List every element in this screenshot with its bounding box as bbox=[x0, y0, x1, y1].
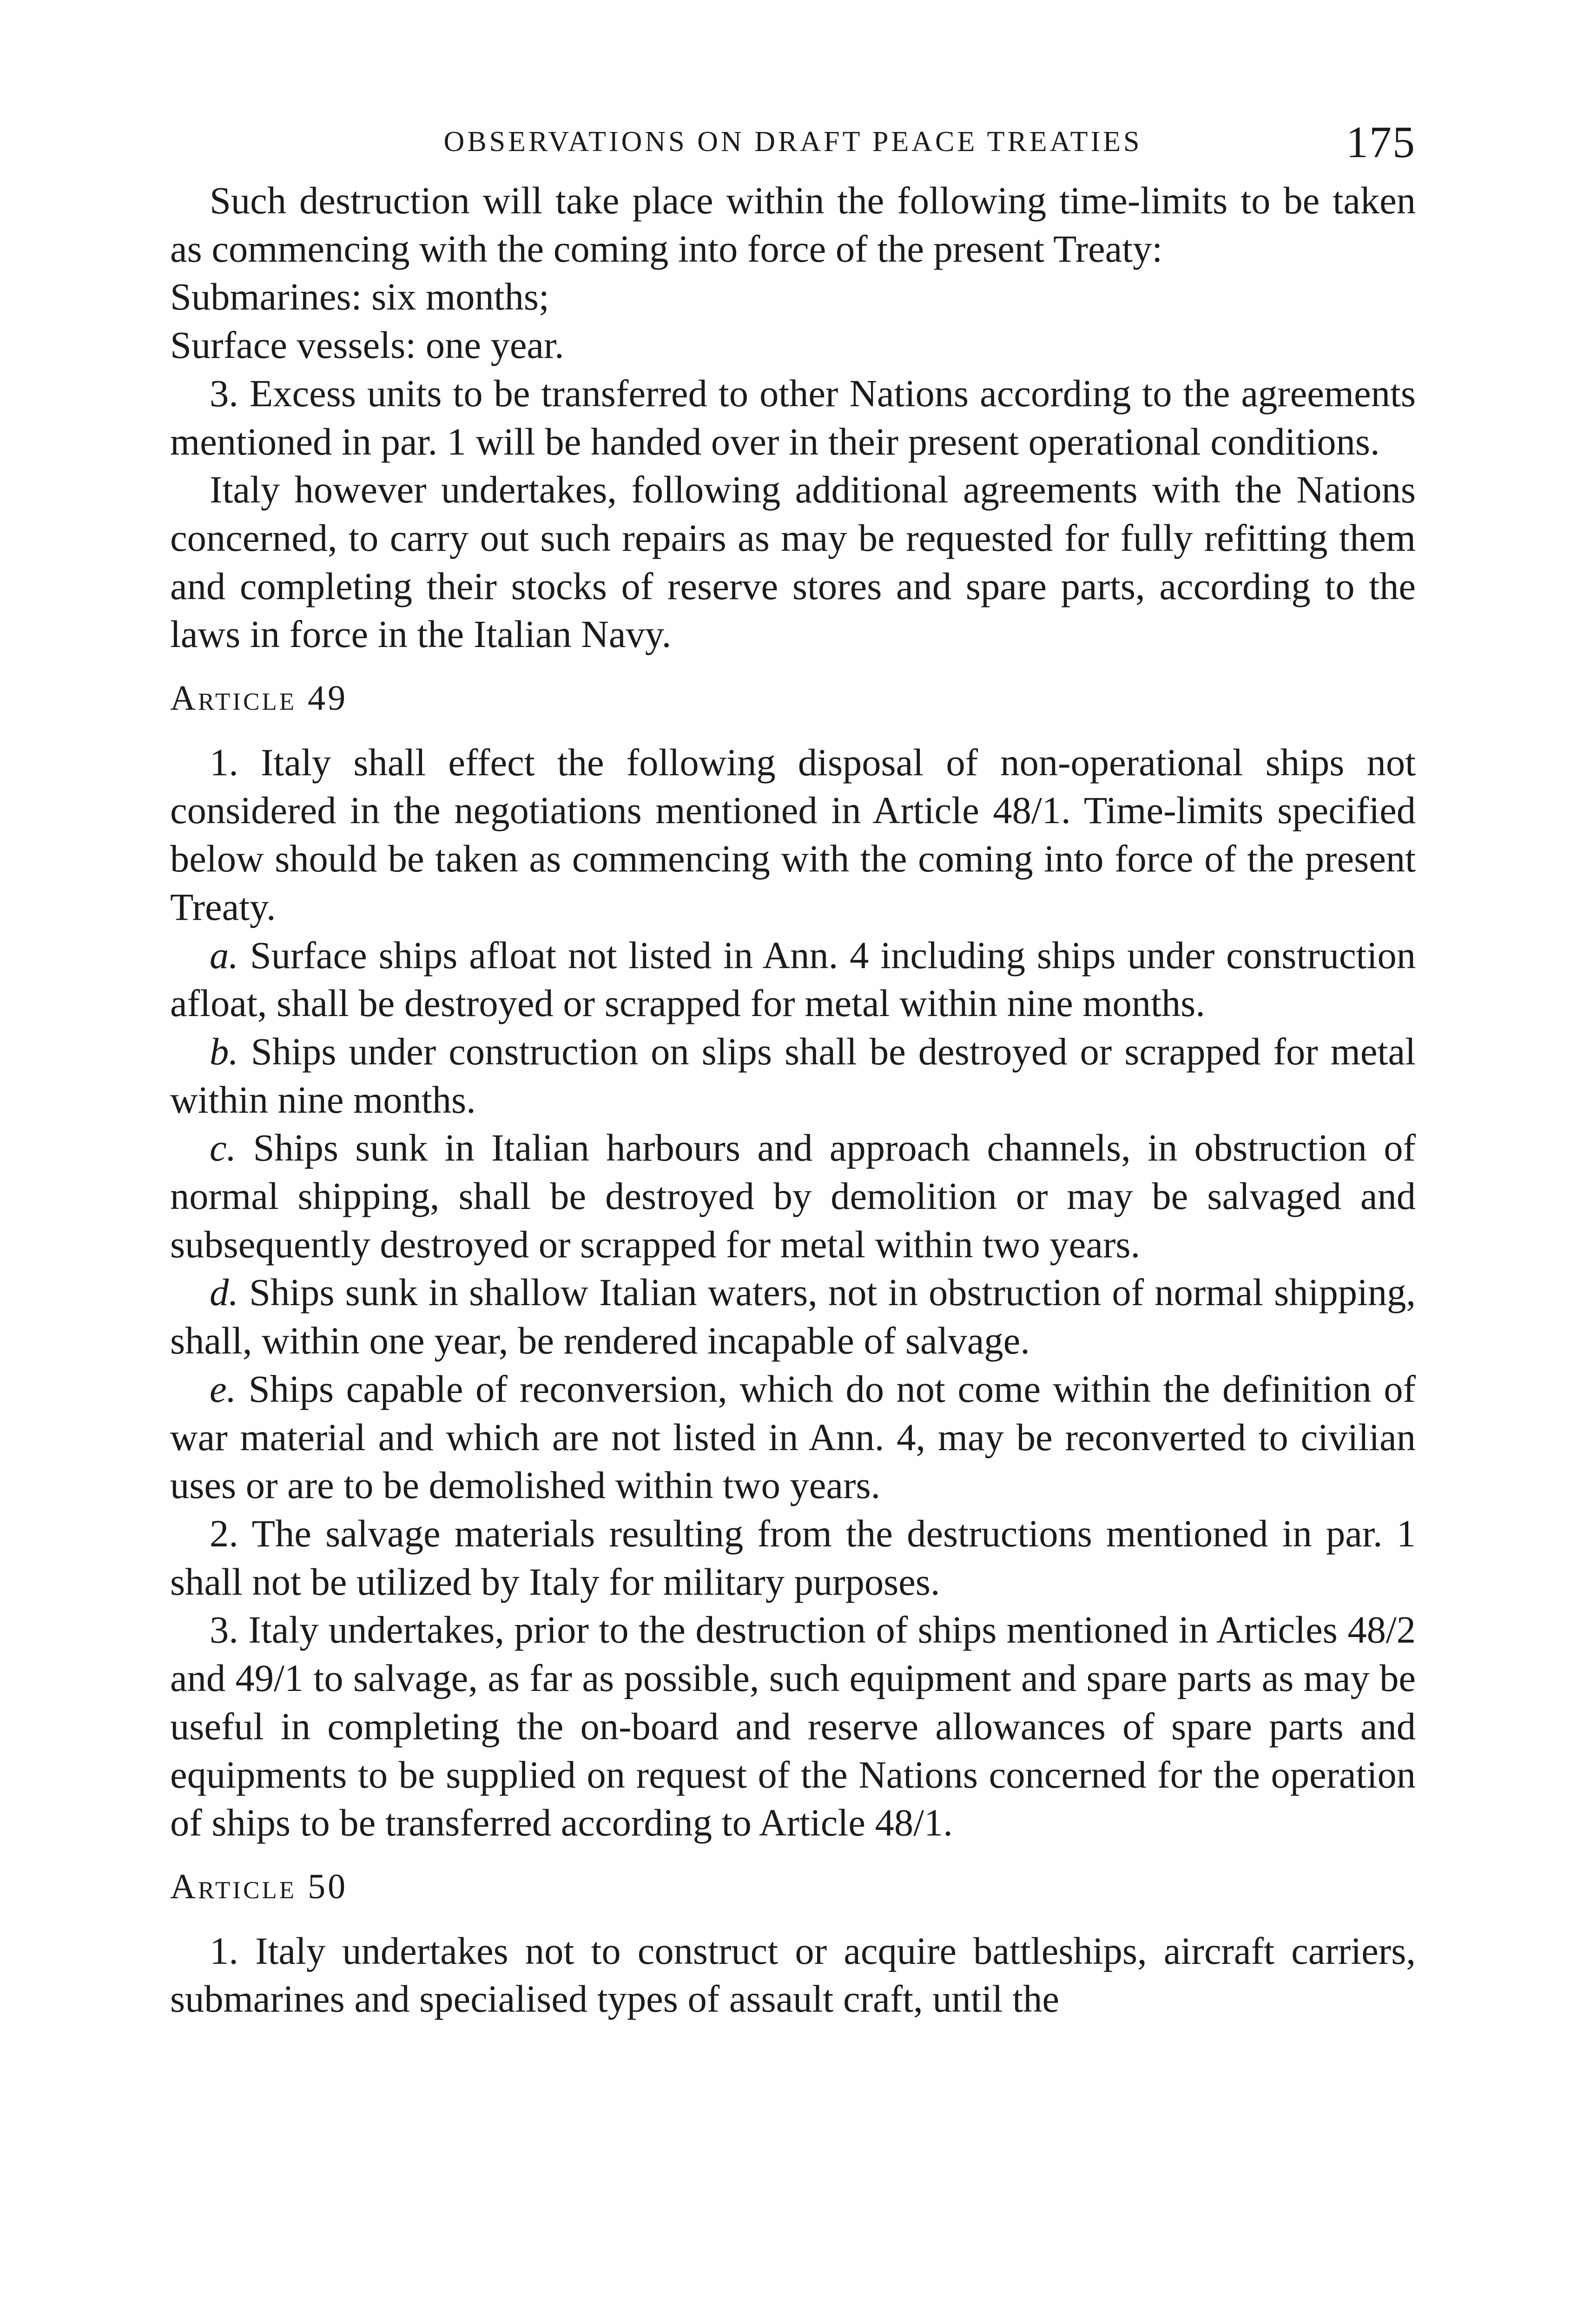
item-text: Ships capable of reconversion, which do not come within the definition of war material and which are not listed in Ann. 4, may be reconverted to civilian uses or are to be demolished within two years. bbox=[170, 1367, 1416, 1507]
item-letter: d. bbox=[210, 1271, 238, 1314]
item-text: Ships sunk in shallow Italian waters, not in obstruction of normal shipping, shall, within one year, be rendered incapable of salvage. bbox=[170, 1271, 1416, 1362]
item-text: Ships under construction on slips shall be destroyed or scrapped for metal within nine months. bbox=[170, 1030, 1416, 1121]
article-49-item-a bbox=[170, 931, 1416, 1028]
paragraph-submarines: Submarines: six months; bbox=[170, 275, 549, 318]
body-text bbox=[170, 177, 1416, 2023]
paragraph-italy-undertakes: Italy however undertakes, following additional agreements with the Nations concerned, to carry out such repairs as may be requested for fully refitting them and completing their stocks of reserve stores and spare parts, according to the laws in force in the Italian Navy. bbox=[170, 468, 1416, 656]
book-page bbox=[170, 116, 1416, 2023]
article-50-para-1: 1. Italy undertakes not to construct or acquire battleships, aircraft carriers, submarines and specialised types of assault craft, until the bbox=[170, 1929, 1416, 2020]
running-head bbox=[170, 116, 1416, 177]
paragraph-excess-units: 3. Excess units to be transferred to other Nations according to the agreements mentioned in par. 1 will be handed over in their present operational conditions. bbox=[170, 371, 1416, 463]
item-text: Ships sunk in Italian harbours and approach channels, in obstruction of normal shipping, shall be destroyed by demolition or may be salvaged and subsequently destroyed or scrapped for metal within two years. bbox=[170, 1126, 1416, 1266]
item-text: Surface ships afloat not listed in Ann. 4 including ships under construction afloat, shall be destroyed or scrapped for metal within nine months. bbox=[170, 933, 1416, 1025]
item-letter: a. bbox=[210, 933, 238, 977]
article-49-para-2: 2. The salvage materials resulting from the destructions mentioned in par. 1 shall not be utilized by Italy for military purposes. bbox=[170, 1512, 1416, 1603]
article-49-item-b bbox=[170, 1028, 1416, 1124]
article-49-para-3: 3. Italy undertakes, prior to the destruction of ships mentioned in Articles 48/2 and 49/1 to salvage, as far as possible, such equipment and spare parts as may be useful in completing the on-board and reserve allowances of spare parts and equipments to be supplied on request of the Nations concerned for the operation of ships to be transferred according to Article 48/1. bbox=[170, 1608, 1416, 1844]
article-50-heading: Article 50 bbox=[170, 1867, 348, 1906]
article-49-para-1: 1. Italy shall effect the following disposal of non-operational ships not considered in the negotiations mentioned in Article 48/1. Time-limits specified below should be taken as commencing with the coming into force of the present Treaty. bbox=[170, 740, 1416, 928]
article-49-item-d bbox=[170, 1268, 1416, 1365]
paragraph-time-limits: Such destruction will take place within the following time-limits to be taken as commencing with the coming into force of the present Treaty: bbox=[170, 179, 1416, 270]
item-letter: c. bbox=[210, 1126, 237, 1169]
running-title: OBSERVATIONS ON DRAFT PEACE TREATIES bbox=[443, 126, 1142, 158]
item-letter: b. bbox=[210, 1030, 238, 1073]
article-49-item-c bbox=[170, 1124, 1416, 1268]
paragraph-surface-vessels: Surface vessels: one year. bbox=[170, 324, 564, 367]
item-letter: e. bbox=[210, 1367, 237, 1410]
article-49-heading: Article 49 bbox=[170, 679, 348, 718]
page-number: 175 bbox=[1346, 117, 1416, 167]
article-49-item-e bbox=[170, 1365, 1416, 1510]
